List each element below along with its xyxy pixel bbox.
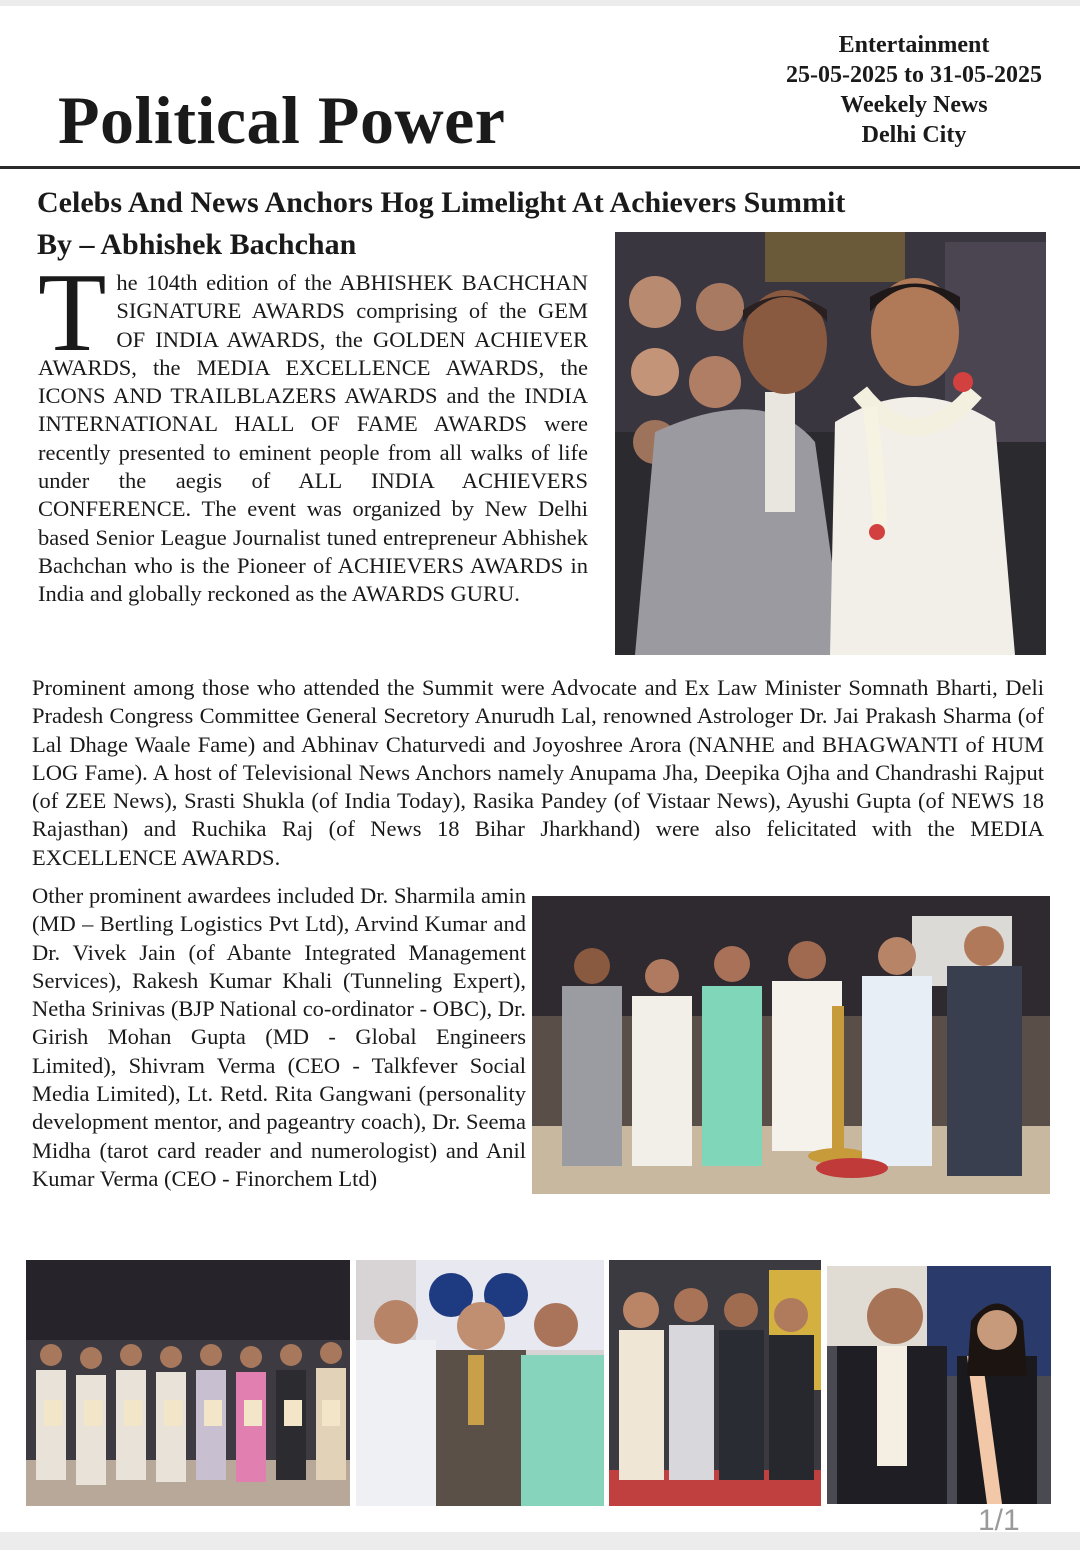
article-byline: By – Abhishek Bachchan [37, 228, 357, 261]
article-paragraph-1 [38, 251, 588, 609]
section-label: Entertainment [838, 32, 990, 58]
page-indicator: 1/1 [978, 1504, 1020, 1537]
masthead-divider [0, 166, 1080, 169]
article-paragraph-3: Other prominent awardees included Dr. Sharmila amin (MD – Bertling Logistics Pvt Ltd), Arvind Kumar and Dr. Vivek Jain (of Abante Integrated Management Services), Rakesh Kumar Khali (Tunneling Expert), Netha Srinivas (BJP National co-ordinator - OBC), Dr. Girish Mohan Gupta (MD - Global Engineers Limited), Shivram Verma (CEO - Talkfever Social Media Limited), Lt. Retd. Rita Gangwani (personality development mentor, and pageantry coach), Dr. Seema Midha (tarot card reader and numerologist) and Anil Kumar Verma (CEO - Finorchem Ltd) [32, 883, 526, 1191]
paragraph-1-text: he 104th edition of the ABHISHEK BACHCHAN SIGNATURE AWARDS comprising of the GEM OF INDIA AWARDS, the GOLDEN ACHIEVER AWARDS, the MEDIA EXCELLENCE AWARDS, the ICONS AND TRAILBLAZERS AWARDS and the INDIA INTERNATIONAL HALL OF FAME AWARDS were recently presented to eminent people from all walks of life under the aegis of ALL INDIA ACHIEVERS CONFERENCE. The event was organized by New Delhi based Senior League Journalist tuned entrepreneur Abhishek Bachchan who is the Pioneer of ACHIEVERS AWARDS in India and globally reckoned as the AWARDS GURU. [38, 270, 588, 607]
photo-man-and-woman [827, 1266, 1051, 1504]
photo-trophy-presentation [356, 1260, 604, 1506]
photo-four-men-standing [609, 1260, 821, 1506]
photo-lamp-lighting [532, 896, 1050, 1194]
masthead-meta [760, 30, 1068, 150]
article-paragraph-2: Prominent among those who attended the Summit were Advocate and Ex Law Minister Somnath Bharti, Deli Pradesh Congress Committee General Secretory Anurudh Lal, renowned Astrologer Dr. Jai Prakash Sharma (of Lal Dhage Waale Fame) and Abhinav Chaturvedi and Joyoshree Arora (NANHE and BHAGWANTI of HUM LOG Fame). A host of Televisional News Anchors namely Anupama Jha, Deepika Ojha and Chandrashi Rajput (of ZEE News), Srasti Shukla (of India Today), Rasika Pandey (of Vistaar News), Ayushi Gupta (of NEWS 18 Rajasthan) and Ruchika Raj (of News 18 Bihar Jharkhand) were also felicitated with the MEDIA EXCELLENCE AWARDS. [32, 675, 1044, 870]
city-label: Delhi City [861, 122, 967, 148]
photo-women-with-certificates [26, 1260, 350, 1506]
article-headline: Celebs And News Anchors Hog Limelight At Achievers Summit [37, 186, 846, 219]
masthead-title: Political Power [58, 82, 506, 158]
date-range: 25-05-2025 to 31-05-2025 [786, 62, 1042, 88]
drop-cap: T [38, 251, 107, 375]
newspaper-page [0, 6, 1080, 1537]
frequency-label: Weekely News [840, 92, 988, 118]
photo-two-men-garland [615, 232, 1046, 655]
